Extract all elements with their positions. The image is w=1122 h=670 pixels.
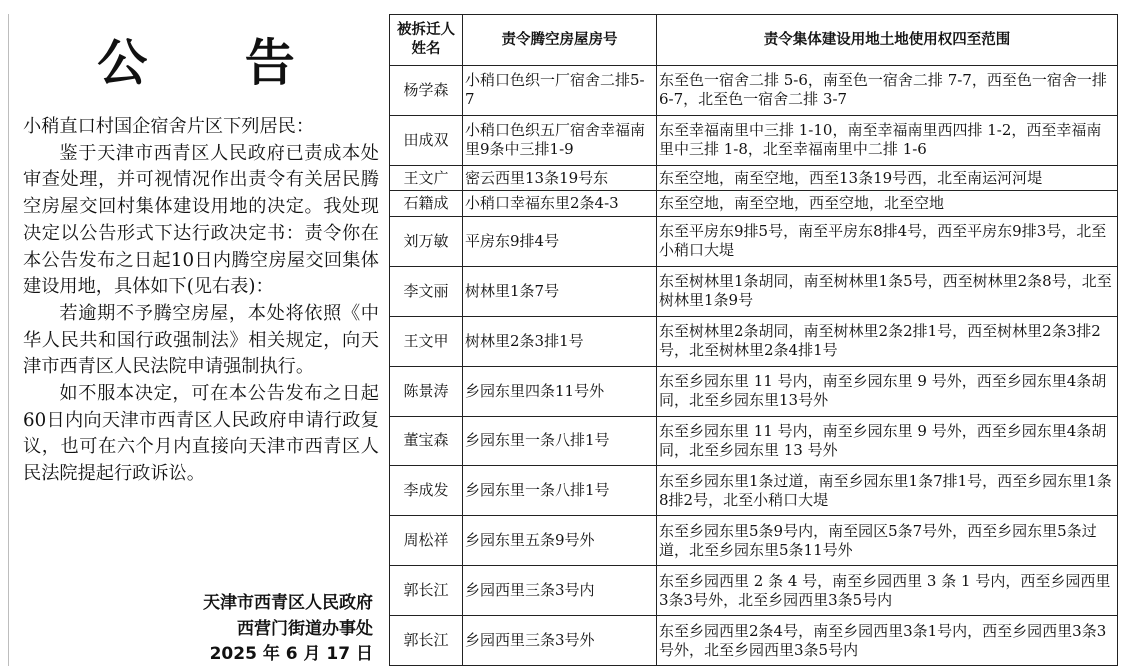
notice-paragraph: 鉴于天津市西青区人民政府已责成本处审查处理，并可视情况作出责令有关居民腾空房屋交回村集体建设用地的决定。我处现决定以公告形式下达行政决定书：责令你在本公告发布之日起10日内腾空房屋交回集体建设用地，具体如下(见右表)：	[23, 142, 379, 298]
cell-name: 王文甲	[390, 316, 463, 366]
cell-range: 东至乡园东里5条9号内，南至园区5条7号外，西至乡园东里5条过道，北至乡园东里5条11号外	[657, 516, 1118, 566]
table-row	[390, 66, 1118, 116]
cell-house: 乡园西里三条3号外	[463, 616, 657, 666]
notice-title: 公 告	[97, 34, 335, 92]
cell-name: 田成双	[390, 115, 463, 165]
cell-house: 乡园东里五条9号外	[463, 516, 657, 566]
signature-org-1: 天津市西青区人民政府	[203, 593, 373, 613]
cell-name: 李文丽	[390, 266, 463, 316]
table-row	[390, 266, 1118, 316]
cell-range: 东至色一宿舍二排 5-6，南至色一宿舍二排 7-7，西至色一宿舍一排 6-7，北至色一宿舍二排 3-7	[657, 66, 1118, 116]
cell-name: 郭长江	[390, 616, 463, 666]
cell-range: 东至平房东9排5号，南至平房东8排4号，西至平房东9排3号，北至小稍口大堤	[657, 216, 1118, 266]
cell-range: 东至树林里1条胡同，南至树林里1条5号，西至树林里2条8号，北至树林里1条9号	[657, 266, 1118, 316]
cell-name: 李成发	[390, 466, 463, 516]
header-range: 责令集体建设用地土地使用权四至范围	[657, 15, 1118, 66]
cell-range: 东至树林里2条胡同，南至树林里2条2排1号，西至树林里2条3排2号，北至树林里2条4排1号	[657, 316, 1118, 366]
cell-name: 杨学森	[390, 66, 463, 116]
table-row	[390, 616, 1118, 666]
cell-name: 董宝森	[390, 416, 463, 466]
notice-addressee: 小稍直口村国企宿舍片区下列居民：	[23, 116, 315, 137]
cell-house: 树林里1条7号	[463, 266, 657, 316]
cell-range: 东至乡园西里 2 条 4 号，南至乡园西里 3 条 1 号内，西至乡园西里3条3号外，北至乡园西里3条5号内	[657, 566, 1118, 616]
cell-house: 密云西里13条19号东	[463, 165, 657, 191]
header-name: 被拆迁人姓名	[390, 15, 463, 66]
cell-house: 小稍口幸福东里2条4-3	[463, 191, 657, 217]
table-row	[390, 366, 1118, 416]
table-row	[390, 216, 1118, 266]
demolition-table	[389, 14, 1118, 666]
table-row	[390, 115, 1118, 165]
signature-date: 2025 年 6 月 17 日	[209, 644, 373, 664]
cell-house: 乡园东里一条八排1号	[463, 416, 657, 466]
notice-paragraph: 如不服本决定，可在本公告发布之日起60日内向天津市西青区人民政府申请行政复议，也可在六个月内直接向天津市西青区人民法院提起行政诉讼。	[23, 383, 379, 485]
table-row	[390, 516, 1118, 566]
table-body	[390, 66, 1118, 666]
cell-house: 乡园东里四条11号外	[463, 366, 657, 416]
cell-house: 小稍口色织一厂宿舍二排5-7	[463, 66, 657, 116]
signature-org-2: 西营门街道办事处	[237, 618, 373, 639]
table-row	[390, 466, 1118, 516]
cell-range: 东至空地，南至空地，西至13条19号西，北至南运河河堤	[657, 165, 1118, 191]
cell-house: 乡园东里一条八排1号	[463, 466, 657, 516]
signature-block	[203, 591, 373, 668]
table-header-row	[390, 15, 1118, 66]
cell-range: 东至乡园西里2条4号，南至乡园西里3条1号内，西至乡园西里3条3号外，北至乡园西里3条5号内	[657, 616, 1118, 666]
cell-house: 乡园西里三条3号内	[463, 566, 657, 616]
cell-name: 郭长江	[390, 566, 463, 616]
cell-range: 东至乡园东里 11 号内，南至乡园东里 9 号外，西至乡园东里4条胡同，北至乡园东里13号外	[657, 366, 1118, 416]
header-house: 责令腾空房屋房号	[463, 15, 657, 66]
notice-column	[8, 14, 383, 666]
cell-name: 王文广	[390, 165, 463, 191]
cell-name: 刘万敏	[390, 216, 463, 266]
cell-house: 平房东9排4号	[463, 216, 657, 266]
cell-range: 东至幸福南里中三排 1-10，南至幸福南里西四排 1-2，西至幸福南里中三排 1-8，北至幸福南里中二排 1-6	[657, 115, 1118, 165]
cell-name: 陈景涛	[390, 366, 463, 416]
cell-house: 小稍口色织五厂宿舍幸福南里9条中三排1-9	[463, 115, 657, 165]
table-row	[390, 416, 1118, 466]
table-row	[390, 191, 1118, 217]
cell-range: 东至乡园东里1条过道，南至乡园东里1条7排1号，西至乡园东里1条8排2号，北至小稍口大堤	[657, 466, 1118, 516]
cell-name: 石籍成	[390, 191, 463, 217]
table-row	[390, 165, 1118, 191]
cell-range: 东至乡园东里 11 号内，南至乡园东里 9 号外，西至乡园东里4条胡同，北至乡园东里 13 号外	[657, 416, 1118, 466]
notice-paragraph: 若逾期不予腾空房屋，本处将依照《中华人民共和国行政强制法》相关规定，向天津市西青区人民法院申请强制执行。	[23, 302, 379, 378]
table-row	[390, 566, 1118, 616]
cell-name: 周松祥	[390, 516, 463, 566]
demolition-table-container	[389, 14, 1117, 666]
table-row	[390, 316, 1118, 366]
cell-range: 东至空地，南至空地，西至空地，北至空地	[657, 191, 1118, 217]
cell-house: 树林里2条3排1号	[463, 316, 657, 366]
notice-body	[23, 114, 379, 488]
